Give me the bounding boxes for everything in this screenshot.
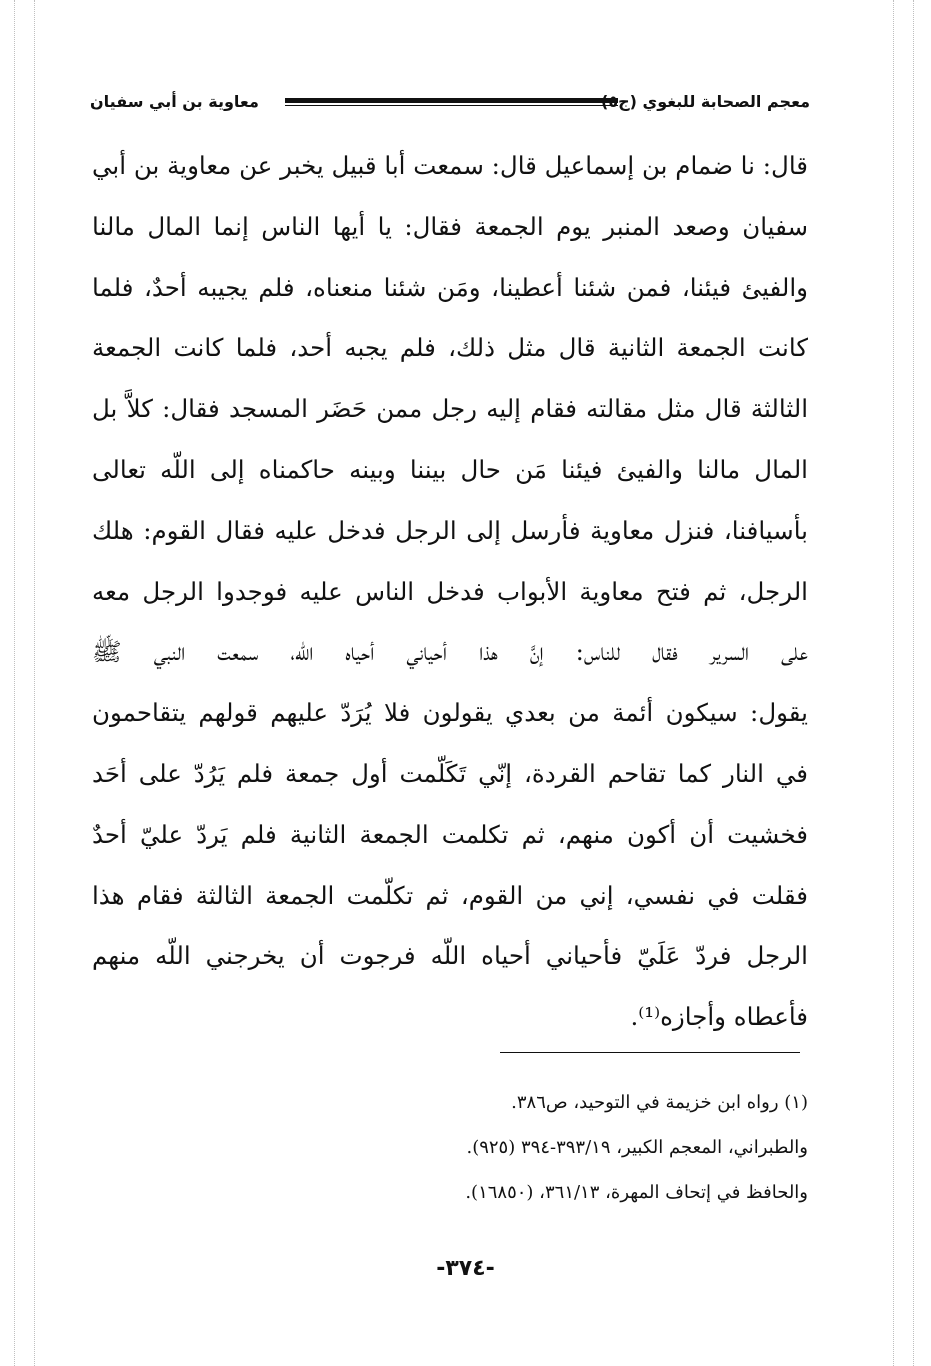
book-title: معجم الصحابة للبغوي (ج [618,92,810,111]
scan-edge-guide [893,0,894,1366]
text-line: كانت الجمعة الثانية قال مثل ذلك، فلم يجبه أحد، فلما كانت الجمعة [92,333,808,363]
footnote-line: والحافظ في إتحاف المهرة، ٣٦١/١٣، (١٦٨٥٠). [465,1182,808,1203]
header-rule [285,98,618,103]
text-line: بأسيافنا، فنزل معاوية فأرسل إلى الرجل فدخل عليه فقال القوم: هلك [92,515,808,545]
scan-edge-guide [913,0,914,1366]
text-line: الرجل، ثم فتح معاوية الأبواب فدخل الناس عليه فوجدوا الرجل معه [92,576,808,606]
page-number: -٣٧٤- [436,1256,495,1281]
running-header [90,88,810,116]
text-line: الرجل فردّ عَلَيّ فأحياني أحياه اللّه فرجوت أن يخرجني اللّه منهم [92,941,808,971]
text-line: قال: نا ضمام بن إسماعيل قال: سمعت أبا قبيل يخبر عن معاوية بن أبي [92,151,808,180]
text-line: سفيان وصعد المنبر يوم الجمعة فقال: يا أيها الناس إنما المال مالنا [92,211,808,241]
text-line: الثالثة قال مثل مقالته فقام إليه رجل ممن حَضَر المسجد فقال: كلاَّ بل [92,394,808,424]
chapter-title: معاوية بن أبي سفيان [90,92,259,111]
footnotes [200,1080,808,1215]
text-line: والفيئ فيئنا، فمن شئنا أعطينا، ومَن شئنا منعناه، فلم يجيبه أحدٌ، فلما [92,272,808,302]
text-line: فخشيت أن أكون منهم، ثم تكلمت الجمعة الثانية فلم يَردّ عليّ أحدٌ [92,819,808,849]
text-line: يقول: سيكون أئمة من بعدي يقولون فلا يُرَدّ عليهم قولهم يتقاحمون [92,698,808,728]
text-line: في النار كما تقاحم القردة، إنّي تَكَلّمت أول جمعة فلم يَرُدّ على أحَد [92,758,808,788]
text-line: على السرير فقال للناس: إنَّ هذا أحياني أحياه اللّه، سمعت النبي ﷺ [92,637,808,667]
scan-edge-guide [34,0,35,1366]
text-line: فأعطاه وأجازه⁽¹⁾. [630,1002,808,1032]
text-line: فقلت في نفسي، إني من القوم، ثم تكلّمت الجمعة الثالثة فقام هذا [92,880,808,910]
main-text [92,136,808,1048]
text-line: المال مالنا والفيئ فيئنا مَن حال بيننا وبينه حاكمناه إلى اللّه تعالى [92,454,808,484]
footnote-line: والطبراني، المعجم الكبير، ٣٩٣/١٩-٣٩٤ (٩٢٥). [466,1137,808,1158]
scan-edge-guide [14,0,15,1366]
footnote-separator [500,1052,800,1053]
footnote-line: (١) رواه ابن خزيمة في التوحيد، ص٣٨٦. [511,1092,808,1113]
